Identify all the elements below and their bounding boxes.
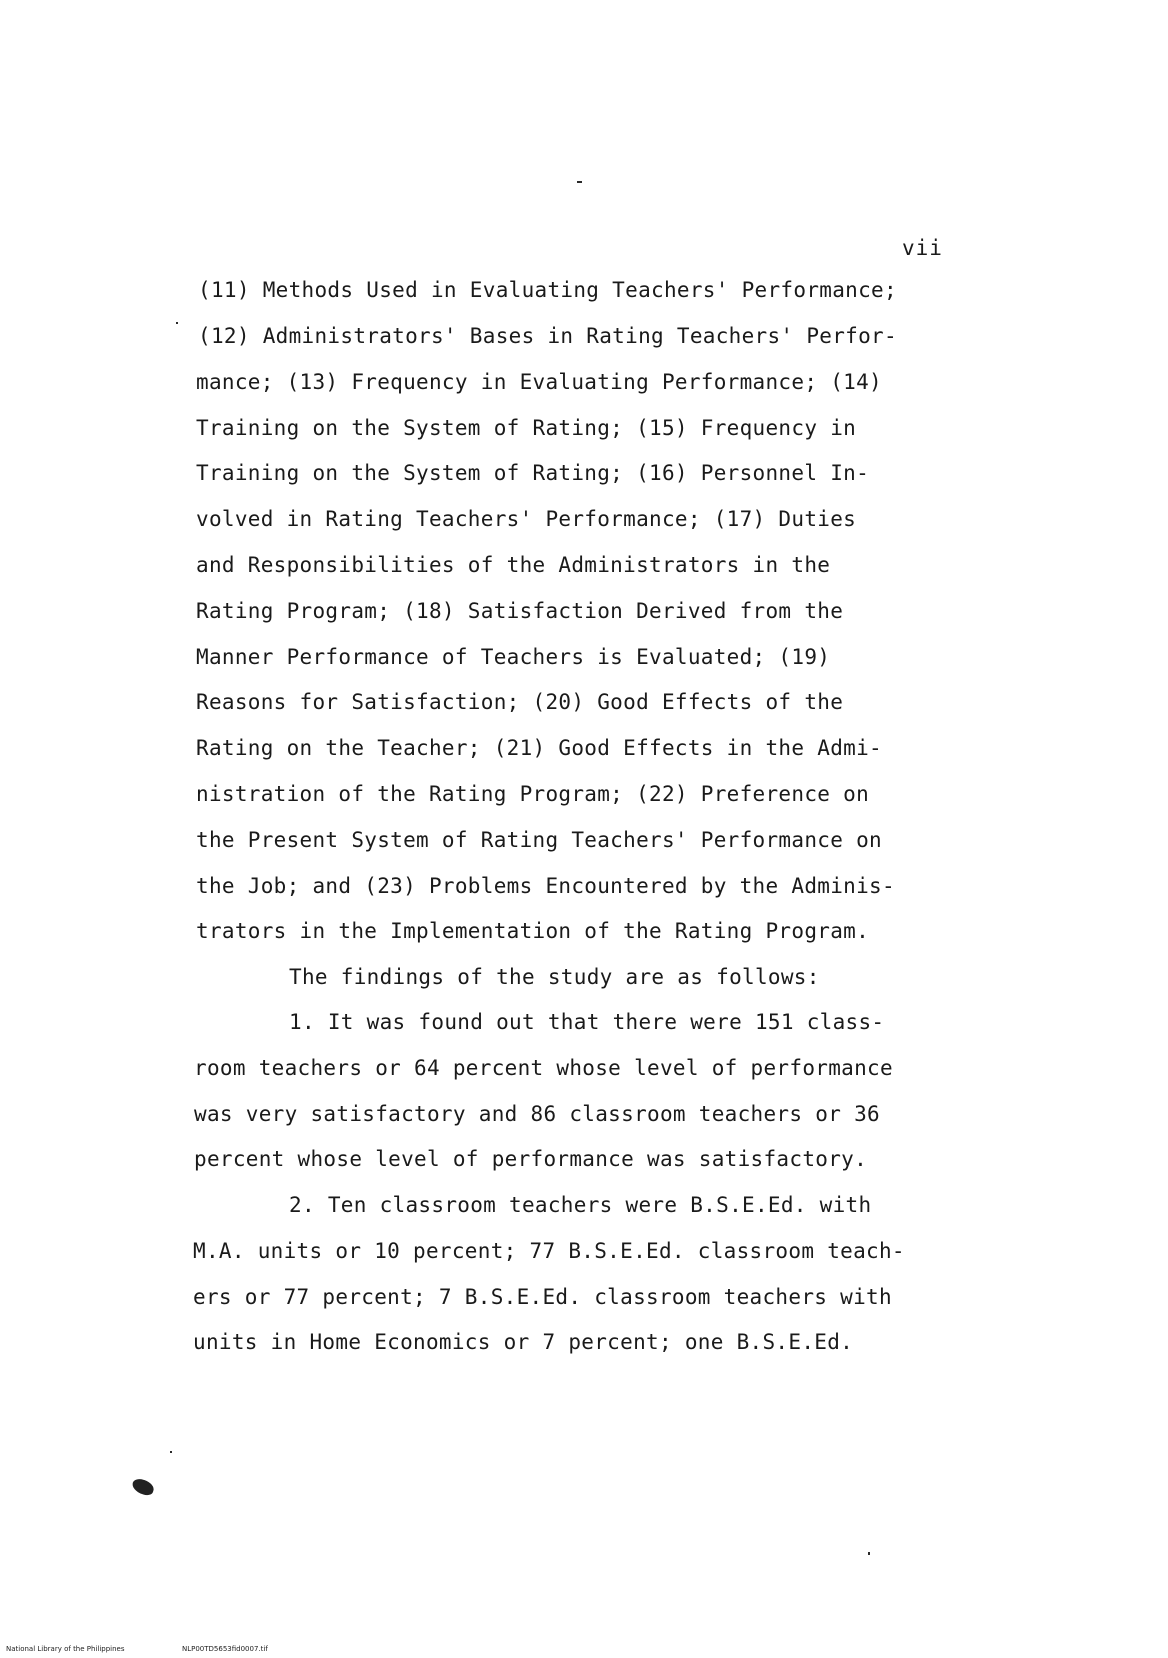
text-line: volved in Rating Teachers' Performance; (17) Duties	[196, 507, 857, 531]
text-line: the Job; and (23) Problems Encountered by the Adminis-	[196, 874, 895, 898]
text-line: Rating on the Teacher; (21) Good Effects in the Admi-	[196, 736, 882, 760]
page-number: vii	[902, 236, 943, 260]
text-line: was very satisfactory and 86 classroom teachers or 36	[194, 1102, 880, 1126]
text-line: M.A. units or 10 percent; 77 B.S.E.Ed. classroom teach-	[193, 1239, 905, 1263]
text-line: Training on the System of Rating; (15) Frequency in	[196, 416, 857, 440]
text-line: trators in the Implementation of the Rating Program.	[196, 919, 870, 943]
scan-speck	[170, 1451, 172, 1453]
paragraph-lead-line: The findings of the study are as follows:	[289, 965, 820, 989]
footer-file-id: NLP00TD5653fid0007.tif	[182, 1645, 268, 1653]
text-line: (11) Methods Used in Evaluating Teachers' Performance;	[198, 278, 897, 302]
scan-speck	[577, 181, 582, 183]
scan-speck	[868, 1552, 870, 1555]
text-line: Rating Program; (18) Satisfaction Derived from the	[196, 599, 844, 623]
text-line: and Responsibilities of the Administrators in the	[196, 553, 831, 577]
footer-library-name: National Library of the Philippines	[6, 1645, 125, 1653]
text-line: the Present System of Rating Teachers' Performance on	[196, 828, 882, 852]
text-line: Manner Performance of Teachers is Evaluated; (19)	[196, 645, 831, 669]
text-line: Reasons for Satisfaction; (20) Good Effects of the	[196, 690, 844, 714]
text-line: units in Home Economics or 7 percent; one B.S.E.Ed.	[193, 1330, 854, 1354]
text-line: Training on the System of Rating; (16) Personnel In-	[196, 461, 870, 485]
text-line: nistration of the Rating Program; (22) Preference on	[196, 782, 870, 806]
text-line: percent whose level of performance was satisfactory.	[194, 1147, 868, 1171]
ink-blot	[130, 1477, 155, 1497]
finding-1-line: 1. It was found out that there were 151 class-	[289, 1010, 885, 1034]
text-line: ers or 77 percent; 7 B.S.E.Ed. classroom teachers with	[193, 1285, 892, 1309]
scan-speck	[176, 322, 178, 324]
text-line: mance; (13) Frequency in Evaluating Performance; (14)	[196, 370, 882, 394]
finding-2-line: 2. Ten classroom teachers were B.S.E.Ed. with	[289, 1193, 872, 1217]
text-line: room teachers or 64 percent whose level of performance	[194, 1056, 893, 1080]
text-line: (12) Administrators' Bases in Rating Teachers' Perfor-	[198, 324, 897, 348]
